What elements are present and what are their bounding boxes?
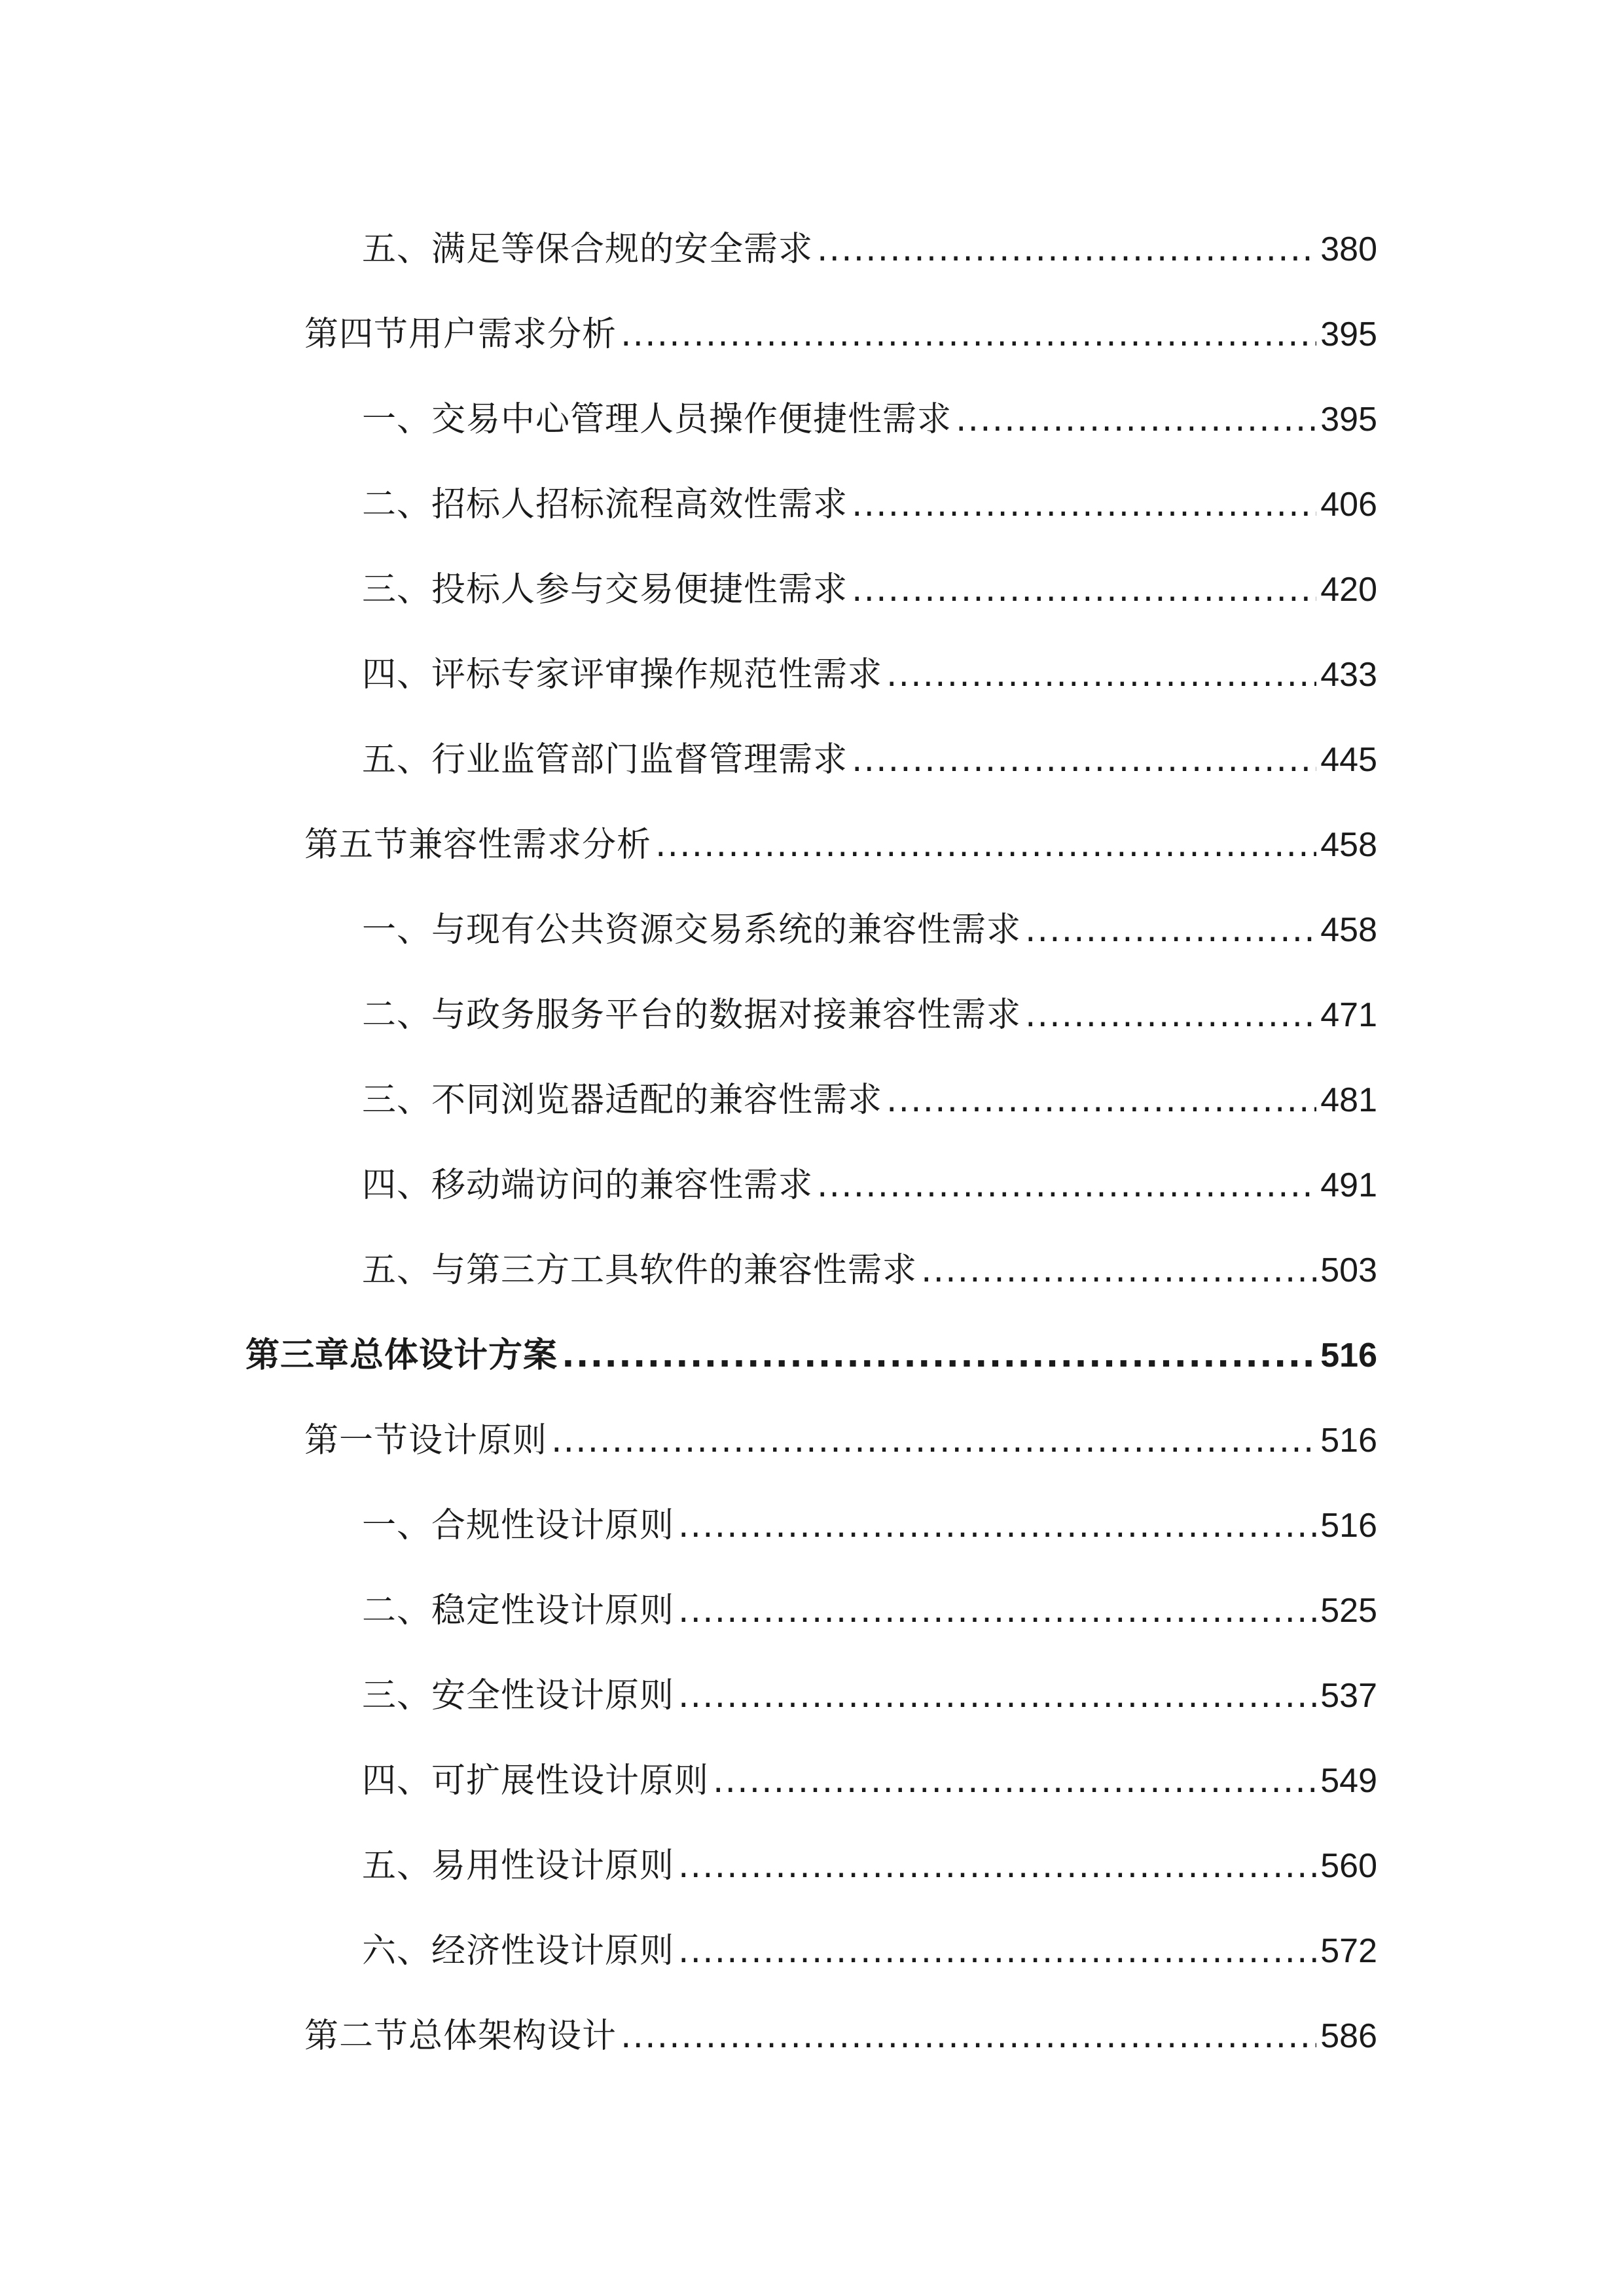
toc-entry[interactable]: [0, 717, 1624, 802]
toc-page-number: 572: [1320, 1932, 1377, 1970]
toc-page-number: 503: [1320, 1251, 1377, 1289]
toc-page-number: 560: [1320, 1847, 1377, 1885]
toc-dot-leader: [562, 1313, 1316, 1398]
toc-entry[interactable]: [0, 802, 1624, 888]
toc-dot-leader: [1025, 973, 1316, 1058]
toc-entry-title: 第一节设计原则: [304, 1421, 548, 1460]
toc-entry[interactable]: [0, 1228, 1624, 1313]
toc-entry-title: 五、与第三方工具软件的兼容性需求: [362, 1251, 918, 1290]
toc-entry-title: 一、交易中心管理人员操作便捷性需求: [362, 400, 952, 439]
toc-entry-title: 二、招标人招标流程高效性需求: [362, 485, 848, 524]
toc-dot-leader: [713, 1738, 1316, 1823]
toc-dot-leader: [852, 717, 1316, 802]
toc-entry[interactable]: [0, 377, 1624, 462]
toc-entry[interactable]: [0, 547, 1624, 632]
toc-dot-leader: [678, 1568, 1316, 1653]
toc-entry-title: 五、行业监管部门监督管理需求: [362, 740, 848, 780]
toc-dot-leader: [655, 802, 1316, 888]
toc-entry[interactable]: [0, 1823, 1624, 1909]
toc-entry-title: 第四节用户需求分析: [304, 315, 617, 354]
table-of-contents: [0, 207, 1624, 2079]
toc-entry[interactable]: [0, 1568, 1624, 1653]
toc-dot-leader: [678, 1653, 1316, 1738]
toc-entry[interactable]: [0, 1058, 1624, 1143]
toc-entry-title: 四、移动端访问的兼容性需求: [362, 1166, 814, 1205]
toc-page-number: 586: [1320, 2017, 1377, 2055]
toc-entry[interactable]: [0, 1909, 1624, 1994]
toc-page-number: 406: [1320, 486, 1377, 524]
toc-dot-leader: [852, 547, 1316, 632]
toc-page-number: 458: [1320, 826, 1377, 864]
toc-page-number: 471: [1320, 996, 1377, 1034]
toc-page-number: 525: [1320, 1592, 1377, 1630]
toc-entry[interactable]: [0, 888, 1624, 973]
toc-entry-title: 四、可扩展性设计原则: [362, 1761, 710, 1801]
toc-dot-leader: [621, 1994, 1316, 2079]
toc-entry[interactable]: [0, 1483, 1624, 1568]
toc-entry[interactable]: [0, 207, 1624, 292]
toc-entry[interactable]: [0, 1313, 1624, 1398]
toc-entry[interactable]: [0, 462, 1624, 547]
toc-entry-title: 三、安全性设计原则: [362, 1676, 675, 1715]
toc-entry-title: 二、稳定性设计原则: [362, 1591, 675, 1630]
toc-page-number: 516: [1320, 1422, 1377, 1460]
toc-entry-title: 一、与现有公共资源交易系统的兼容性需求: [362, 910, 1022, 950]
toc-entry-title: 二、与政务服务平台的数据对接兼容性需求: [362, 996, 1022, 1035]
toc-dot-leader: [621, 292, 1316, 377]
toc-page-number: 395: [1320, 315, 1377, 353]
toc-entry-title: 六、经济性设计原则: [362, 1931, 675, 1971]
toc-dot-leader: [551, 1398, 1316, 1483]
toc-page-number: 395: [1320, 401, 1377, 439]
toc-dot-leader: [921, 1228, 1316, 1313]
toc-page-number: 420: [1320, 571, 1377, 609]
toc-entry-title: 第五节兼容性需求分析: [304, 825, 652, 865]
toc-page-number: 516: [1320, 1336, 1377, 1374]
toc-page-number: 537: [1320, 1677, 1377, 1715]
toc-dot-leader: [817, 1143, 1316, 1228]
toc-entry[interactable]: [0, 292, 1624, 377]
toc-dot-leader: [678, 1823, 1316, 1909]
toc-dot-leader: [1025, 888, 1316, 973]
toc-entry[interactable]: [0, 1994, 1624, 2079]
toc-entry-title: 第三章总体设计方案: [245, 1336, 558, 1375]
toc-page-number: 549: [1320, 1762, 1377, 1800]
toc-dot-leader: [886, 1058, 1316, 1143]
toc-page-number: 516: [1320, 1507, 1377, 1545]
toc-entry[interactable]: [0, 1738, 1624, 1823]
toc-entry-title: 五、易用性设计原则: [362, 1846, 675, 1886]
toc-dot-leader: [956, 377, 1316, 462]
toc-entry-title: 三、投标人参与交易便捷性需求: [362, 570, 848, 609]
toc-entry-title: 三、不同浏览器适配的兼容性需求: [362, 1081, 883, 1120]
toc-dot-leader: [817, 207, 1316, 292]
toc-entry[interactable]: [0, 1143, 1624, 1228]
toc-entry-title: 第二节总体架构设计: [304, 2017, 617, 2056]
toc-entry[interactable]: [0, 1653, 1624, 1738]
toc-page-number: 445: [1320, 741, 1377, 779]
toc-page-number: 458: [1320, 911, 1377, 949]
toc-page-number: 481: [1320, 1081, 1377, 1119]
toc-page-number: 380: [1320, 230, 1377, 268]
toc-dot-leader: [886, 632, 1316, 717]
toc-dot-leader: [852, 462, 1316, 547]
toc-entry-title: 五、满足等保合规的安全需求: [362, 230, 814, 269]
toc-dot-leader: [678, 1483, 1316, 1568]
toc-page-number: 491: [1320, 1166, 1377, 1204]
toc-entry[interactable]: [0, 632, 1624, 717]
toc-entry[interactable]: [0, 973, 1624, 1058]
toc-entry[interactable]: [0, 1398, 1624, 1483]
toc-entry-title: 一、合规性设计原则: [362, 1506, 675, 1545]
toc-entry-title: 四、评标专家评审操作规范性需求: [362, 655, 883, 694]
toc-dot-leader: [678, 1909, 1316, 1994]
toc-page-number: 433: [1320, 656, 1377, 694]
